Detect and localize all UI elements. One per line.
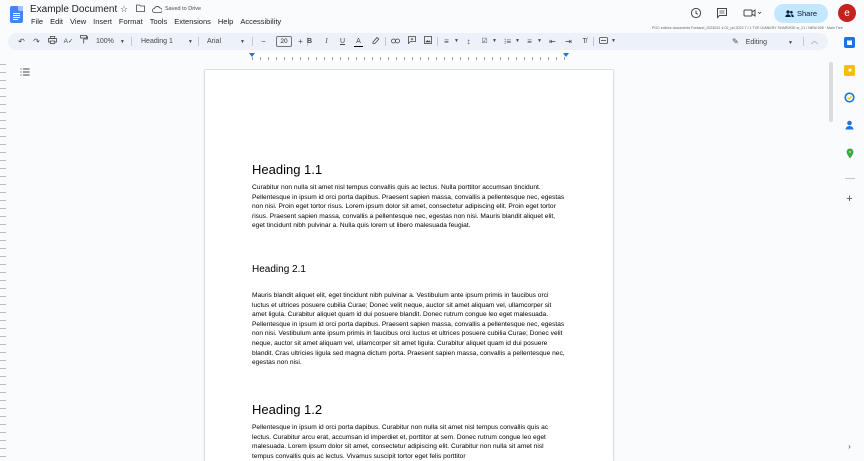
tasks-icon[interactable]: [844, 92, 855, 103]
decrease-indent-icon[interactable]: ⇤: [549, 37, 556, 46]
vertical-scrollbar[interactable]: [829, 62, 833, 122]
menu-bar: [31, 17, 288, 27]
calendar-icon[interactable]: [844, 37, 855, 48]
zoom-select[interactable]: [96, 33, 125, 50]
bold-icon[interactable]: B: [306, 38, 313, 45]
decrease-font-size-icon[interactable]: −: [261, 37, 266, 46]
link-icon[interactable]: [390, 33, 401, 50]
history-icon[interactable]: [690, 7, 702, 22]
document-page[interactable]: [205, 70, 613, 461]
heading-1-2: Heading 1.2: [252, 402, 323, 417]
text-color-icon[interactable]: A: [353, 33, 364, 50]
style-select[interactable]: [141, 33, 193, 50]
toolbar-divider: [437, 37, 438, 46]
share-people-icon: [785, 9, 794, 18]
chevron-down-icon[interactable]: ▼: [515, 38, 520, 44]
menu-accessibility[interactable]: Accessibility: [240, 17, 282, 26]
chevron-down-icon: ▼: [187, 39, 193, 45]
insert-image-icon[interactable]: [422, 33, 433, 50]
chevron-down-icon: ▼: [239, 39, 245, 45]
menu-edit[interactable]: Edit: [50, 17, 64, 26]
menu-help[interactable]: Help: [217, 17, 234, 26]
collapse-toolbar-icon[interactable]: ︿: [811, 38, 818, 45]
paragraph-3: Pellentesque in ipsum id orci porta dapibus. Curabitur non nulla sit amet nisl tempus convallis quis ac lectus. Curabitur arcu erat, accumsan id imperdiet et, porttitor at sem. Donec rutrum congue leo eget malesuada. Lorem ipsum dolor sit amet, consectetur adipiscing elit. Curabitur non nulla sit amet nisl tempus convallis quis ac lectus. Vivamus suscipit tortor eget felis porttitor: [252, 424, 549, 460]
left-indent-marker-icon[interactable]: [249, 53, 255, 57]
document-title[interactable]: Example Document: [30, 4, 118, 15]
edit-pencil-icon: ✎: [732, 37, 739, 46]
right-indent-marker-icon[interactable]: [563, 53, 569, 57]
path-text: POC editors documents Fontand_2023031 4-02_pd 2023 7 / 1 TVE G/ANKRY SHAR0IOE w_21 / NEW-005 · Main Tree: [652, 26, 843, 30]
share-button[interactable]: [774, 4, 828, 23]
redo-icon[interactable]: ↷: [33, 37, 40, 46]
menu-file[interactable]: File: [31, 17, 44, 26]
chevron-down-icon: ▼: [119, 39, 125, 45]
chevron-right-icon[interactable]: ›: [848, 442, 851, 451]
toolbar-divider: [593, 37, 594, 46]
toolbar-divider: [131, 37, 132, 46]
star-icon[interactable]: ☆: [120, 4, 129, 14]
chevron-down-icon[interactable]: ▼: [611, 38, 616, 44]
line-spacing-icon[interactable]: ↕: [466, 37, 471, 46]
paragraph-1: Curabitur non nulla sit amet nisl tempus convallis quis ac lectus. Nulla porttitor accumsan tincidunt. Pellentesque in ipsum id orci porta dapibus. Praesent sapien massa, convallis a pellentesque nec, egestas non nisi. Proin eget tortor risus. Lorem ipsum dolor sit amet, consectetur adipiscing elit. Proin eget tortor risus. Praesent sapien massa, convallis a pellentesque nec, egestas non nisi. Mauris blandit aliquet elit, eget tincidunt nibh pulvinar a. Nulla quis lorem ut libero malesuada feugiat.: [252, 184, 565, 230]
comment-icon[interactable]: [716, 7, 728, 22]
underline-icon[interactable]: U: [339, 38, 346, 45]
text-color-swatch: [354, 46, 363, 48]
paint-format-icon[interactable]: [78, 33, 89, 50]
increase-indent-icon[interactable]: ⇥: [565, 37, 572, 46]
menu-tools[interactable]: Tools: [149, 17, 168, 26]
heading-2-1: Heading 2.1: [252, 264, 306, 275]
align-left-icon[interactable]: ≡: [444, 37, 449, 46]
chevron-down-icon[interactable]: ▼: [537, 38, 542, 44]
vertical-ruler[interactable]: [0, 64, 6, 461]
font-select[interactable]: [207, 33, 245, 50]
paragraph-2: Mauris blandit aliquet elit, eget tincidunt nibh pulvinar a. Vestibulum ante ipsum primis in faucibus orci luctus et ultrices posuere cubilia Curae; Donec velit neque, auctor sit amet aliquam vel, ullamcorper sit amet ligula. Curabitur aliquet quam id dui posuere blandit. Donec rutrum congue leo eget malesuada. Pellentesque in ipsum id orci porta dapibus. Praesent sapien massa, convallis a pellentesque nec, egestas non nisi. Vestibulum ante ipsum primis in faucibus orci luctus et ultrices posuere cubilia Curae; Donec velit neque, auctor sit amet aliquam vel, ullamcorper sit amet ligula. Curabitur aliquet quam id dui posuere blandit. Cras ultricies ligula sed magna dictum porta. Praesent sapien massa, convallis a pellentesque nec, egestas non nisi.: [252, 292, 565, 367]
menu-extensions[interactable]: Extensions: [174, 17, 211, 26]
menu-format[interactable]: Format: [118, 17, 143, 26]
toolbar-divider: [803, 37, 804, 46]
side-panel-divider: [845, 178, 855, 179]
style-value: Heading 1: [141, 38, 173, 45]
side-panel: [840, 32, 864, 461]
horizontal-ruler[interactable]: [205, 53, 613, 61]
menu-insert[interactable]: Insert: [93, 17, 112, 26]
add-comment-icon[interactable]: [406, 33, 417, 50]
spellcheck-icon[interactable]: A✓: [63, 38, 74, 45]
chevron-down-icon: ▼: [788, 40, 793, 46]
meet-icon[interactable]: [743, 7, 763, 22]
keep-icon[interactable]: [844, 65, 855, 76]
increase-font-size-icon[interactable]: +: [298, 37, 303, 46]
saved-status: Saved to Drive: [165, 6, 202, 12]
move-folder-icon[interactable]: [136, 4, 145, 14]
print-icon[interactable]: [47, 33, 58, 50]
undo-icon[interactable]: ↶: [18, 37, 25, 46]
menu-view[interactable]: View: [70, 17, 87, 26]
toolbar: [8, 33, 828, 50]
ruler-ticks: [252, 57, 566, 60]
contacts-icon[interactable]: [844, 119, 855, 130]
cloud-saved-icon[interactable]: [152, 5, 162, 15]
docs-logo-icon[interactable]: [10, 6, 23, 23]
add-icon[interactable]: +: [846, 192, 853, 205]
toolbar-divider: [385, 37, 386, 46]
toolbar-divider: [198, 37, 199, 46]
document-outline-icon[interactable]: [20, 68, 30, 78]
avatar[interactable]: e: [838, 4, 856, 22]
clear-formatting-icon[interactable]: T̸: [582, 38, 587, 45]
share-label: Share: [796, 9, 817, 18]
editing-mode-select[interactable]: [732, 33, 793, 50]
maps-icon[interactable]: [844, 148, 855, 159]
editing-mode-label: Editing: [745, 39, 768, 46]
chevron-down-icon[interactable]: ▼: [492, 38, 497, 44]
title-bar: [0, 0, 864, 30]
heading-1-1: Heading 1.1: [252, 162, 323, 177]
chevron-down-icon[interactable]: ▼: [454, 38, 459, 44]
numbered-list-icon[interactable]: ≡: [527, 37, 532, 46]
toolbar-divider: [252, 37, 253, 46]
zoom-value: 100%: [96, 38, 114, 45]
bulleted-list-icon[interactable]: ⁝≡: [503, 37, 512, 46]
font-value: Arial: [207, 38, 222, 45]
font-size-input[interactable]: 20: [276, 36, 292, 47]
italic-icon[interactable]: I: [325, 37, 328, 45]
highlight-icon[interactable]: [370, 33, 381, 50]
checklist-icon[interactable]: ☑: [481, 38, 488, 45]
